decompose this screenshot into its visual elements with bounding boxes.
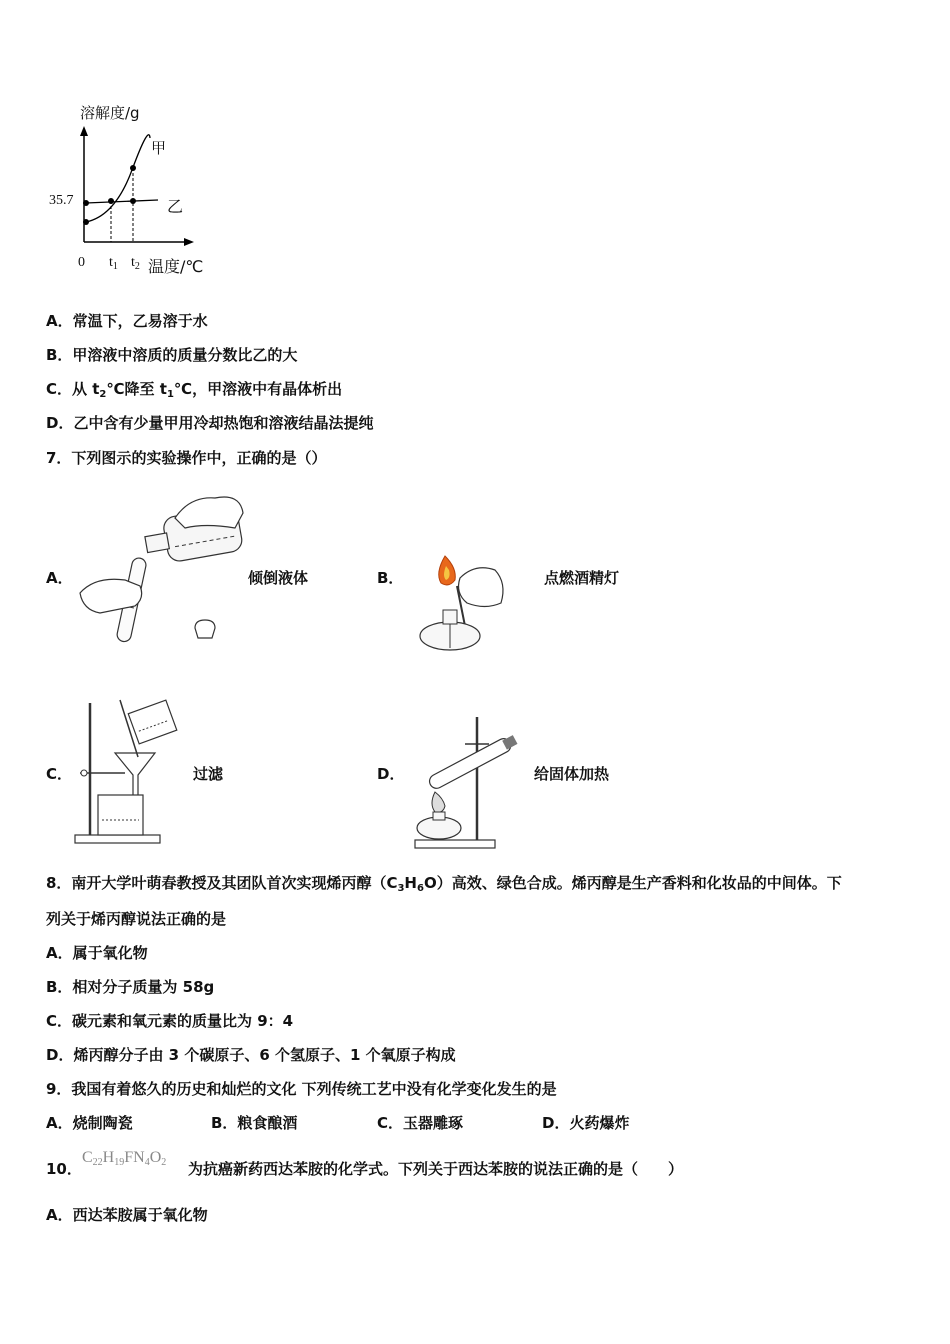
pour-liquid-illustration — [75, 488, 250, 653]
graph-series-jia: 甲 — [151, 139, 167, 157]
q9-option-d[interactable]: D．火药爆炸 — [542, 1114, 630, 1132]
q7-option-b-text: 点燃酒精灯 — [544, 569, 620, 587]
q6-option-b[interactable]: B．甲溶液中溶质的质量分数比乙的大 — [46, 346, 298, 364]
q9-option-b[interactable]: B．粮食酿酒 — [211, 1114, 298, 1132]
heating-solid-illustration — [405, 712, 533, 852]
q7-option-d-text: 给固体加热 — [534, 765, 610, 783]
point-intersect — [108, 198, 114, 204]
q10-formula: $C_{22}H_{19}FN_4O_2$ — [82, 1149, 167, 1168]
curve-jia — [86, 135, 150, 222]
q7-option-d-letter[interactable]: D． — [377, 765, 405, 783]
curve-yi — [86, 200, 158, 203]
q7-option-c-text: 过滤 — [193, 765, 224, 783]
q8-stem-line1: 8．南开大学叶萌春教授及其团队首次实现烯丙醇$(C_3H_6O)$高效、绿色合成。烯丙醇是生产香料和化妆品的中间体。下 — [46, 874, 842, 894]
q10-option-a[interactable]: A．西达苯胺属于氧化物 — [46, 1206, 208, 1224]
q10-number: 10． — [46, 1160, 82, 1178]
point-yi-0 — [83, 200, 89, 206]
graph-t2: $t_2$ — [131, 255, 140, 272]
hand-bottle — [175, 497, 243, 528]
graph-x-label: 温度/℃ — [148, 257, 204, 276]
graph-origin: 0 — [78, 255, 85, 270]
graph-y-tick: 35.7 — [49, 193, 74, 208]
q8-option-d[interactable]: D．烯丙醇分子由 3 个碳原子、6 个氢原子、1 个氧原子构成 — [46, 1046, 456, 1064]
funnel — [115, 753, 155, 800]
q9-option-c[interactable]: C．玉器雕琢 — [377, 1114, 464, 1132]
q8-option-a[interactable]: A．属于氧化物 — [46, 944, 148, 962]
q7-stem: 7．下列图示的实验操作中，正确的是（） — [46, 449, 327, 467]
heating-stand-base — [415, 840, 495, 848]
q6-option-c[interactable]: C．从 $t_2℃$降至 $t_1℃$，甲溶液中有晶体析出 — [46, 380, 343, 400]
bottle-neck — [145, 533, 169, 553]
hand-lighting — [459, 568, 503, 607]
graph-x-arrow — [184, 238, 194, 246]
point-jia-0 — [83, 219, 89, 225]
heating-flame-icon — [432, 792, 445, 812]
graph-t1: $t_1$ — [109, 255, 118, 272]
receiving-beaker — [98, 795, 143, 835]
q10-stem: 为抗癌新药西达苯胺的化学式。下列关于西达苯胺的说法正确的是（ ） — [188, 1160, 684, 1178]
bottle-stopper — [195, 620, 215, 638]
q7-option-a-letter[interactable]: A． — [46, 569, 73, 587]
iron-stand-base — [75, 835, 160, 843]
solubility-graph — [40, 120, 210, 250]
q7-option-a-text: 倾倒液体 — [248, 569, 309, 587]
q6-option-a[interactable]: A．常温下，乙易溶于水 — [46, 312, 208, 330]
q9-option-a[interactable]: A．烧制陶瓷 — [46, 1114, 133, 1132]
graph-series-yi: 乙 — [167, 197, 184, 216]
point-yi-t2 — [130, 198, 136, 204]
q9-stem: 9．我国有着悠久的历史和灿烂的文化 下列传统工艺中没有化学变化发生的是 — [46, 1080, 557, 1098]
q8-option-b[interactable]: B．相对分子质量为 58g — [46, 978, 215, 996]
graph-y-label: 溶解度/g — [80, 104, 140, 122]
q6-option-d[interactable]: D．乙中含有少量甲用冷却热饱和溶液结晶法提纯 — [46, 414, 374, 432]
q8-option-c[interactable]: C．碳元素和氧元素的质量比为 9：4 — [46, 1012, 294, 1030]
graph-y-arrow — [80, 126, 88, 136]
pouring-beaker — [128, 700, 177, 744]
filtration-illustration — [70, 695, 195, 850]
point-jia-t2 — [130, 165, 136, 171]
q8-stem-line2: 列关于烯丙醇说法正确的是 — [46, 910, 227, 928]
q7-option-b-letter[interactable]: B． — [377, 569, 404, 587]
q7-option-c-letter[interactable]: C． — [46, 765, 73, 783]
lamp-lighting-illustration — [405, 548, 515, 656]
